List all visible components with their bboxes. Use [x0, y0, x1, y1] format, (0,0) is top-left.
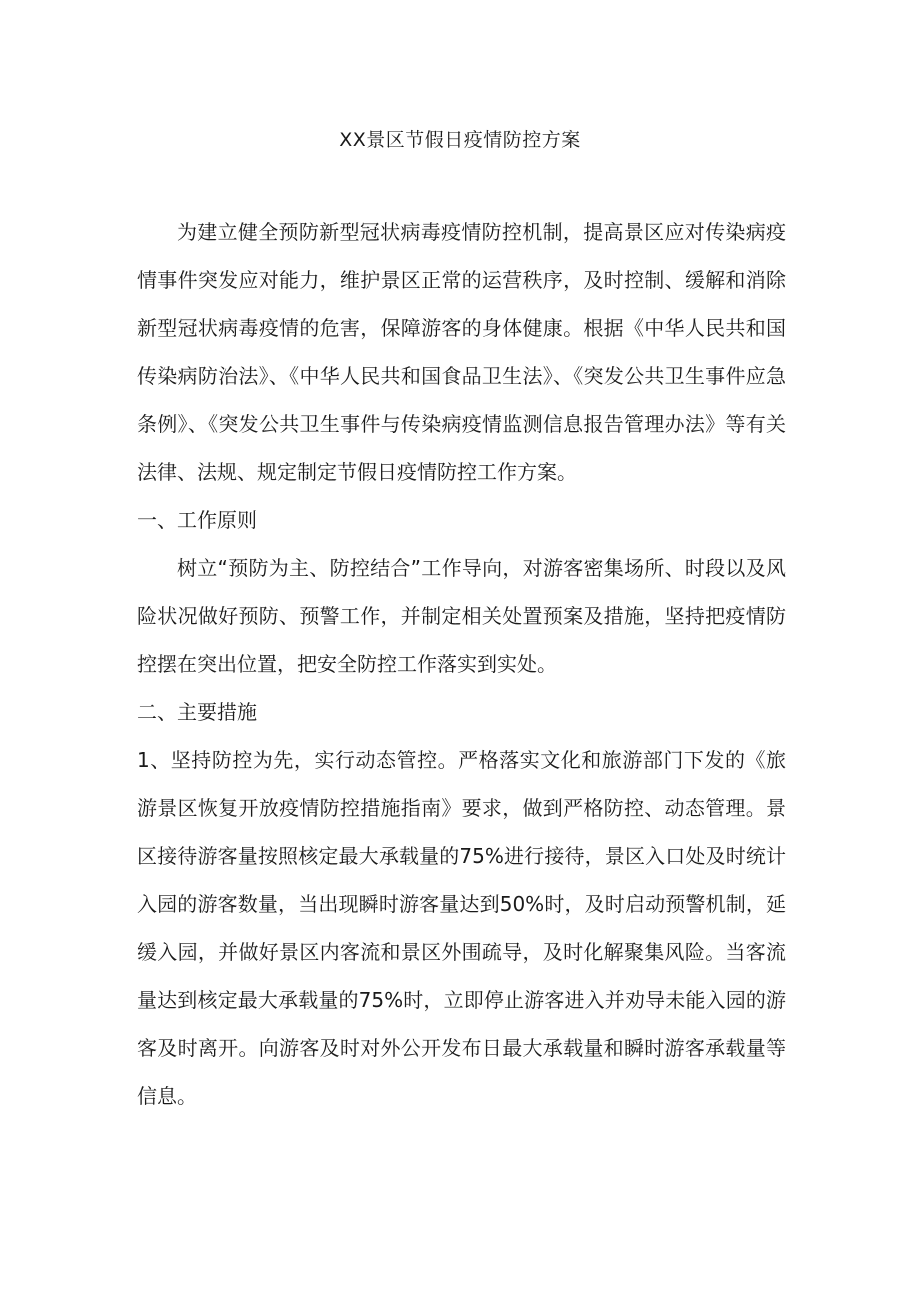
intro-paragraph: 为建立健全预防新型冠状病毒疫情防控机制，提高景区应对传染病疫情事件突发应对能力，维护景区正常的运营秩序，及时控制、缓解和消除新型冠状病毒疫情的危害，保障游客的身体健康。根据《中华人民共和国传染病防治法》、《中华人民共和国食品卫生法》、《突发公共卫生事件应急条例》、《突发公共卫生事件与传染病疫情监测信息报告管理办法》等有关法律、法规、规定制定节假日疫情防控工作方案。	[137, 220, 786, 484]
principles-paragraph: 树立“预防为主、防控结合”工作导向，对游客密集场所、时段以及风险状况做好预防、预警工作，并制定相关处置预案及措施，坚持把疫情防控摆在突出位置，把安全防控工作落实到实处。	[137, 556, 786, 676]
section-heading-principles: 一、工作原则	[137, 508, 257, 532]
document-title: XX景区节假日疫情防控方案	[339, 129, 581, 151]
section-heading-measures: 二、主要措施	[137, 700, 257, 724]
measure-item-1: 1、坚持防控为先，实行动态管控。严格落实文化和旅游部门下发的《旅游景区恢复开放疫情防控措施指南》要求，做到严格防控、动态管理。景区接待游客量按照核定最大承载量的75%进行接待，景区入口处及时统计入园的游客数量，当出现瞬时游客量达到50%时，及时启动预警机制，延缓入园，并做好景区内客流和景区外围疏导，及时化解聚集风险。当客流量达到核定最大承载量的75%时，立即停止游客进入并劝导未能入园的游客及时离开。向游客及时对外公开发布日最大承载量和瞬时游客承载量等信息。	[137, 748, 786, 1108]
